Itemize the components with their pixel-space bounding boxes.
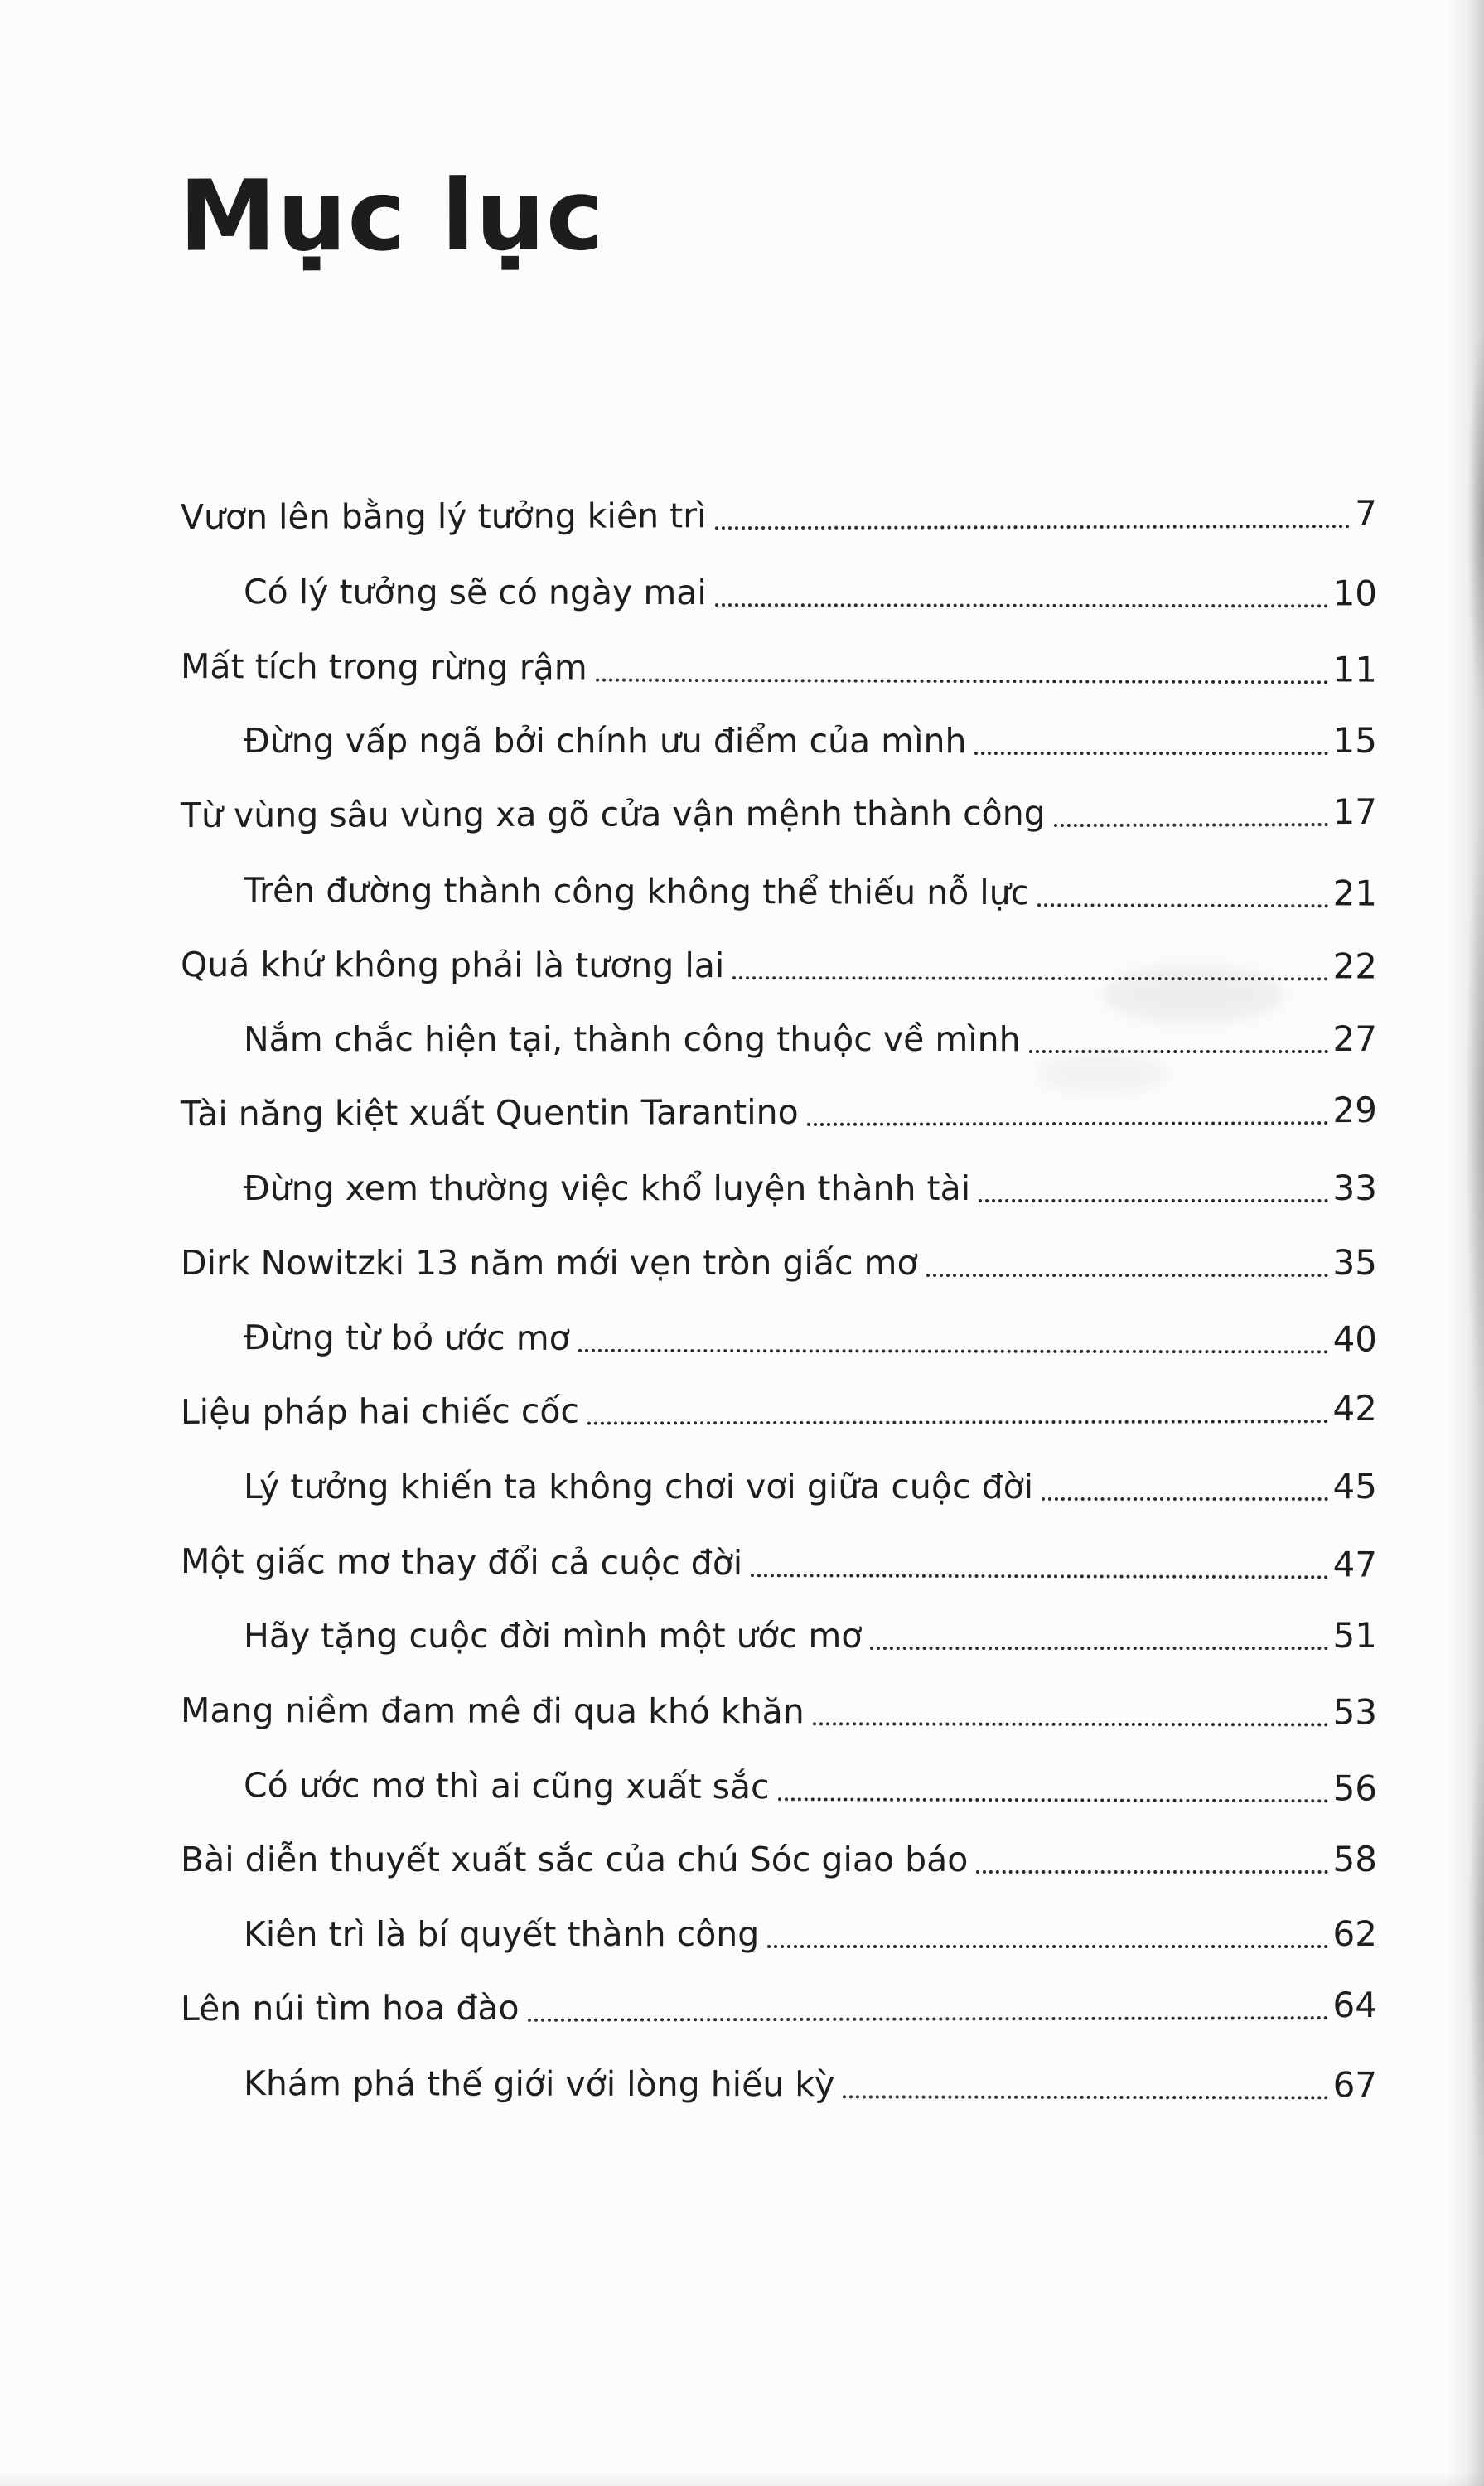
toc-entry-page-number: 58 — [1332, 1838, 1377, 1879]
dot-leader — [1042, 1497, 1327, 1501]
page-title: Mục lục — [178, 157, 606, 273]
toc-entry-page-number: 67 — [1332, 2063, 1378, 2106]
dot-leader — [1029, 1050, 1328, 1053]
toc-entry-title: Hãy tặng cuộc đời mình một ước mơ — [244, 1615, 863, 1656]
toc-entry — [181, 1508, 1377, 1587]
toc-entry-title: Vươn lên bằng lý tưởng kiên trì — [180, 495, 707, 537]
toc-entry — [181, 1806, 1377, 1881]
toc-entry-title: Có ước mơ thì ai cũng xuất sắc — [244, 1764, 770, 1806]
toc-entry-title: Dirk Nowitzki 13 năm mới vẹn tròn giấc mơ — [181, 1242, 918, 1283]
toc-entry-title: Nắm chắc hiện tại, thành công thuộc về mình — [244, 1018, 1021, 1059]
toc-entry — [181, 1881, 1377, 1956]
toc-entry — [181, 1057, 1377, 1135]
toc-entry-title: Khám phá thế giới với lòng hiếu kỳ — [244, 2063, 835, 2105]
toc-entry-title: Mang niềm đam mê đi qua khó khăn — [181, 1690, 805, 1732]
dot-leader — [807, 1121, 1328, 1126]
toc-entry-page-number: 29 — [1332, 1089, 1377, 1130]
toc-entry — [181, 688, 1377, 762]
toc-entry — [181, 1434, 1377, 1508]
toc-entry — [181, 912, 1377, 989]
dot-leader — [1037, 903, 1327, 907]
toc-entry-page-number: 62 — [1332, 1913, 1377, 1954]
dot-leader — [843, 2095, 1327, 2099]
toc-entry — [181, 1583, 1377, 1657]
dot-leader — [926, 1274, 1328, 1277]
toc-entry-page-number: 56 — [1332, 1767, 1378, 1809]
toc-entry-page-number: 47 — [1332, 1543, 1378, 1585]
toc-entry — [181, 461, 1377, 539]
dot-leader — [767, 1945, 1327, 1948]
dot-leader — [715, 603, 1328, 607]
dot-leader — [715, 525, 1351, 530]
toc-entry — [181, 1210, 1377, 1284]
toc-entry-page-number: 7 — [1355, 492, 1377, 534]
dot-leader — [732, 976, 1327, 980]
page-edge-shadow-bottom — [0, 2471, 1484, 2486]
toc-entry-title: Quá khứ không phải là tương lai — [181, 944, 725, 985]
toc-entry-title: Lý tưởng khiến ta không chơi vơi giữa cuộc đời — [244, 1466, 1034, 1507]
toc-entry-title: Kiên trì là bí quyết thành công — [244, 1913, 760, 1954]
toc-entry-title: Mất tích trong rừng rậm — [181, 646, 587, 688]
toc-entry-page-number: 64 — [1332, 1984, 1377, 2025]
dot-leader — [813, 1722, 1328, 1726]
toc-entry-title: Bài diễn thuyết xuất sắc của chú Sóc giao báo — [181, 1839, 969, 1879]
toc-entry-title: Từ vùng sâu vùng xa gõ cửa vận mệnh thành công — [180, 792, 1046, 835]
toc-entry-title: Một giấc mơ thay đổi cả cuộc đời — [181, 1540, 743, 1583]
toc-entry-page-number: 15 — [1332, 719, 1377, 761]
toc-entry — [181, 2030, 1377, 2107]
toc-entry-page-number: 17 — [1332, 791, 1377, 832]
toc-entry-page-number: 21 — [1332, 872, 1378, 914]
toc-entry — [181, 1732, 1377, 1811]
table-of-contents — [181, 464, 1377, 2105]
toc-entry — [181, 1135, 1377, 1210]
toc-entry — [181, 613, 1377, 692]
toc-entry-page-number: 11 — [1332, 648, 1378, 690]
toc-entry-page-number: 27 — [1332, 1018, 1377, 1059]
dot-leader — [979, 1199, 1327, 1202]
dot-leader — [870, 1647, 1327, 1650]
toc-entry-page-number: 22 — [1332, 945, 1378, 987]
toc-entry-page-number: 45 — [1332, 1465, 1377, 1507]
toc-entry — [181, 1356, 1377, 1434]
toc-entry-title: Đừng vấp ngã bởi chính ưu điểm của mình — [244, 720, 967, 761]
toc-entry-page-number: 33 — [1332, 1167, 1377, 1208]
dot-leader — [778, 1797, 1328, 1802]
toc-entry-title: Đừng xem thường việc khổ luyện thành tài — [244, 1168, 971, 1208]
toc-entry — [181, 1284, 1377, 1361]
toc-entry-title: Trên đường thành công không thể thiếu nỗ lực — [244, 869, 1030, 912]
toc-entry-page-number: 53 — [1332, 1690, 1378, 1733]
toc-entry — [181, 1952, 1377, 2030]
toc-entry-page-number: 42 — [1332, 1387, 1377, 1429]
toc-entry-title: Đừng từ bỏ ước mơ — [244, 1317, 570, 1358]
toc-entry-page-number: 40 — [1332, 1318, 1378, 1360]
toc-entry-title: Tài năng kiệt xuất Quentin Tarantino — [180, 1091, 799, 1134]
toc-entry-page-number: 35 — [1332, 1241, 1377, 1283]
dot-leader — [751, 1574, 1327, 1579]
toc-entry-title: Có lý tưởng sẽ có ngày mai — [244, 571, 707, 612]
dot-leader — [578, 1349, 1328, 1354]
page-edge-shadow-right — [1446, 0, 1484, 2486]
dot-leader — [596, 679, 1328, 684]
dot-leader — [587, 1420, 1327, 1424]
dot-leader — [528, 2016, 1328, 2022]
toc-entry — [181, 986, 1377, 1061]
toc-entry-title: Lên núi tìm hoa đào — [180, 1987, 520, 2029]
toc-entry-title: Liệu pháp hai chiếc cốc — [180, 1391, 580, 1432]
dot-leader — [1054, 823, 1328, 827]
toc-entry — [181, 759, 1377, 837]
toc-entry — [181, 539, 1377, 616]
dot-leader — [976, 1870, 1327, 1874]
toc-entry — [181, 837, 1377, 916]
toc-entry-page-number: 51 — [1332, 1614, 1377, 1656]
dot-leader — [974, 752, 1327, 755]
toc-entry — [181, 1657, 1377, 1734]
toc-entry-page-number: 10 — [1332, 572, 1378, 614]
